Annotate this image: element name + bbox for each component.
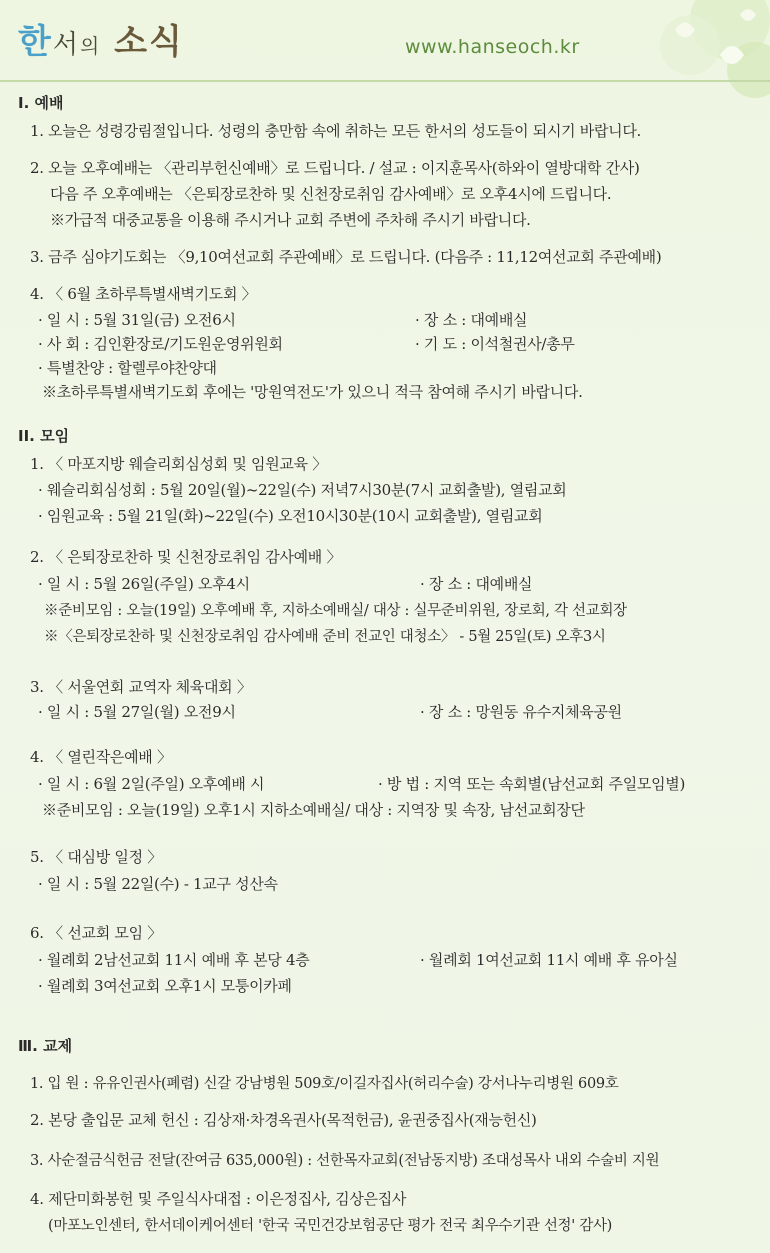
newsletter-logo (18, 14, 184, 63)
logo-ui: 의 (79, 34, 102, 58)
worship-item-2: 2. 오늘 오후예배는 〈관리부헌신예배〉로 드립니다. / 설교 : 이지훈목사(하와이 열방대학 간사) (30, 159, 640, 177)
meeting-item-2-date: · 일 시 : 5월 26일(주일) 오후4시 (38, 575, 250, 593)
page-header (0, 0, 770, 80)
meeting-item-4-date: · 일 시 : 6월 2일(주일) 오후예배 시 (38, 775, 265, 793)
worship-item-4-prayer: · 기 도 : 이석철권사/총무 (415, 335, 575, 353)
meeting-item-3-date: · 일 시 : 5월 27일(월) 오전9시 (38, 703, 236, 721)
meeting-item-2-place: · 장 소 : 대예배실 (420, 575, 533, 593)
meeting-item-2-clean: ※〈은퇴장로찬하 및 신천장로취임 감사예배 준비 전교인 대청소〉 - 5월 25일(토) 오후3시 (44, 629, 606, 645)
fellowship-item-3: 3. 사순절금식헌금 전달(잔여금 635,000원) : 선한목자교회(전남동지방) 조대성목사 내외 수술비 지원 (30, 1153, 660, 1169)
worship-item-4-host: · 사 회 : 김인환장로/기도원운영위원회 (38, 335, 283, 353)
worship-item-2-note: ※가급적 대중교통을 이용해 주시거나 교회 주변에 주차해 주시기 바랍니다. (50, 211, 531, 229)
worship-item-4-choir: · 특별찬양 : 할렐루야찬양대 (38, 359, 217, 377)
meeting-item-6a: · 월례회 2남선교회 11시 예배 후 본당 4층 (38, 951, 310, 969)
worship-item-3: 3. 금주 심야기도회는 〈9,10여선교회 주관예배〉로 드립니다. (다음주 : 11,12여선교회 주관예배) (30, 248, 662, 266)
meeting-item-4-prep: ※준비모임 : 오늘(19일) 오후1시 지하소예배실/ 대상 : 지역장 및 속장, 남선교회장단 (42, 801, 585, 819)
header-divider (0, 80, 770, 82)
meeting-item-4-method: · 방 법 : 지역 또는 속회별(남선교회 주일모임별) (378, 775, 686, 793)
section-meeting-title: II. 모임 (18, 427, 70, 445)
meeting-item-3: 3. 〈 서울연회 교역자 체육대회 〉 (30, 678, 252, 696)
fellowship-item-4-note: (마포노인센터, 한서데이케어센터 '한국 국민건강보험공단 평가 전국 최우수기관 선정' 감사) (48, 1218, 613, 1234)
logo-seo: 서 (52, 30, 80, 60)
meeting-item-1b: · 임원교육 : 5월 21일(화)~22일(수) 오전10시30분(10시 교회출발), 열림교회 (38, 507, 543, 525)
meeting-item-6b: · 월례회 1여선교회 11시 예배 후 유아실 (420, 951, 678, 969)
meeting-item-4: 4. 〈 열린작은예배 〉 (30, 748, 172, 766)
worship-item-4-date: · 일 시 : 5월 31일(금) 오전6시 (38, 311, 236, 329)
website-url[interactable]: www.hanseoch.kr (405, 36, 580, 58)
meeting-item-1: 1. 〈 마포지방 웨슬리회심성회 및 임원교육 〉 (30, 455, 327, 473)
worship-item-1: 1. 오늘은 성령강림절입니다. 성령의 충만함 속에 취하는 모든 한서의 성도들이 되시기 바랍니다. (30, 122, 642, 140)
meeting-item-5: 5. 〈 대심방 일정 〉 (30, 848, 162, 866)
meeting-item-6: 6. 〈 선교회 모임 〉 (30, 924, 162, 942)
meeting-item-2: 2. 〈 은퇴장로찬하 및 신천장로취임 감사예배 〉 (30, 548, 342, 566)
worship-item-2-line2: 다음 주 오후예배는 〈은퇴장로찬하 및 신천장로취임 감사예배〉로 오후4시에 드립니다. (50, 185, 612, 203)
worship-item-4-note: ※초하루특별새벽기도회 후에는 '망원역전도'가 있으니 적극 참여해 주시기 바랍니다. (42, 383, 583, 401)
meeting-item-2-prep: ※준비모임 : 오늘(19일) 오후예배 후, 지하소예배실/ 대상 : 실무준비위원, 장로회, 각 선교회장 (44, 603, 627, 619)
fellowship-item-2: 2. 본당 출입문 교체 헌신 : 김상재·차경옥권사(목적헌금), 윤권중집사(재능헌신) (30, 1111, 537, 1129)
fellowship-item-4: 4. 제단미화봉헌 및 주일식사대접 : 이은정집사, 김상은집사 (30, 1190, 407, 1208)
clover-leaves-icon (580, 0, 770, 110)
section-fellowship-title: Ⅲ. 교제 (18, 1037, 73, 1055)
meeting-item-1a: · 웨슬리회심성회 : 5월 20일(월)~22일(수) 저녁7시30분(7시 교회출발), 열림교회 (38, 481, 567, 499)
worship-item-4-place: · 장 소 : 대예배실 (415, 311, 528, 329)
logo-han: 한 (18, 22, 53, 62)
meeting-item-3-place: · 장 소 : 망원동 유수지체육공원 (420, 703, 622, 721)
worship-item-4: 4. 〈 6월 초하루특별새벽기도회 〉 (30, 285, 257, 303)
fellowship-item-1: 1. 입 원 : 유유인권사(폐렴) 신갈 강남병원 509호/이길자집사(허리수술) 강서나누리병원 609호 (30, 1076, 619, 1092)
logo-sosik: 소식 (114, 22, 184, 62)
section-worship-title: Ⅰ. 예배 (18, 94, 64, 112)
meeting-item-6c: · 월례회 3여선교회 오후1시 모퉁이카페 (38, 977, 292, 995)
meeting-item-5-date: · 일 시 : 5월 22일(수) - 1교구 성산속 (38, 875, 278, 893)
